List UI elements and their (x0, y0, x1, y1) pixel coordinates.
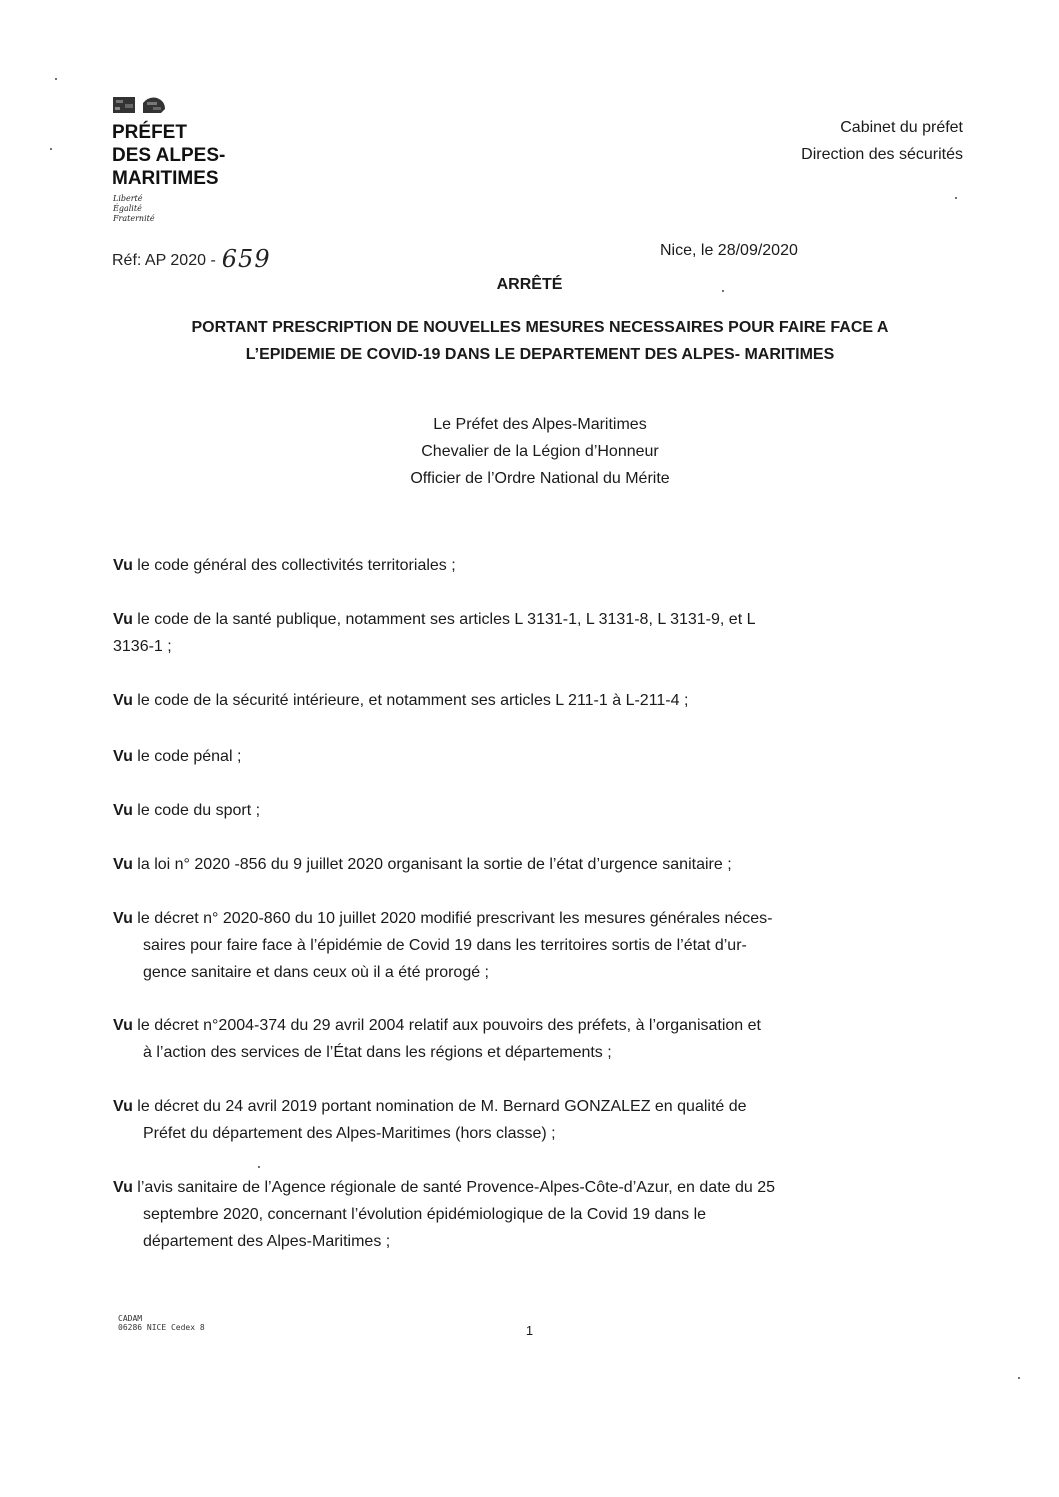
reference (112, 243, 271, 271)
visa-line (113, 552, 965, 579)
authority-line: Officier de l’Ordre National du Mérite (410, 470, 670, 487)
visa-text: la loi n° 2020 -856 du 9 juillet 2020 organisant la sortie de l’état d’urgence sanitaire ; (132, 856, 732, 873)
visa-text: le décret du 24 avril 2019 portant nomination de M. Bernard GONZALEZ en qualité de (132, 1098, 747, 1115)
reference-label: Réf: AP 2020 - (112, 252, 216, 269)
scan-speck (55, 78, 57, 80)
footer-line: 06286 NICE Cedex 8 (118, 1323, 205, 1332)
document-date: Nice, le 28/09/2020 (660, 242, 798, 259)
authority-block (120, 411, 960, 492)
visa-line (113, 797, 965, 824)
authority-line: Chevalier de la Légion d’Honneur (421, 443, 659, 460)
scan-speck (955, 197, 957, 199)
visa-item (113, 606, 965, 660)
visa-item (113, 851, 965, 878)
motto-line: Égalité (113, 204, 142, 213)
subject-line: L’EPIDEMIE DE COVID-19 DANS LE DEPARTEMENT DES ALPES- MARITIMES (245, 346, 835, 363)
prefecture-name-line: PRÉFET (112, 122, 187, 143)
visa-text: le décret n°2004-374 du 29 avril 2004 relatif aux pouvoirs des préfets, à l’organisation et (132, 1017, 761, 1034)
footer-line: CADAM (118, 1314, 143, 1323)
visa-continuation: saires pour faire face à l’épidémie de Covid 19 dans les territoires sortis de l’état d’ur- (143, 937, 747, 954)
visa-text: le code de la santé publique, notamment ses articles L 3131-1, L 3131-8, L 3131-9, et L (132, 611, 756, 628)
marianne-logo-icon (113, 95, 169, 115)
service-line: Direction des sécurités (801, 146, 963, 163)
vu-label: Vu (113, 692, 133, 709)
issuing-service (801, 114, 963, 168)
visa-line (113, 1012, 965, 1039)
visa-line (113, 743, 965, 770)
visa-item (113, 1174, 965, 1255)
visa-text: le code général des collectivités territoriales ; (132, 557, 456, 574)
visa-text: le code de la sécurité intérieure, et notamment ses articles L 211-1 à L-211-4 ; (132, 692, 689, 709)
visa-text: l’avis sanitaire de l’Agence régionale de santé Provence-Alpes-Côte-d’Azur, en date du 25 (132, 1179, 776, 1196)
document-subject (120, 314, 960, 368)
visa-continuation: gence sanitaire et dans ceux où il a été prorogé ; (143, 964, 489, 981)
visa-continuation: 3136-1 ; (113, 638, 172, 655)
scan-speck (1018, 1377, 1020, 1379)
visa-item (113, 905, 965, 986)
visa-line (113, 1093, 965, 1120)
vu-label: Vu (113, 802, 133, 819)
vu-label: Vu (113, 1098, 133, 1115)
visa-line (113, 851, 965, 878)
vu-label: Vu (113, 1017, 133, 1034)
visa-line (113, 606, 965, 633)
motto-line: Fraternité (113, 214, 155, 223)
visa-item (113, 552, 965, 579)
prefecture-name (112, 121, 225, 190)
scan-speck (722, 290, 724, 292)
scan-speck (50, 148, 52, 150)
visa-line (113, 687, 965, 714)
page-number: 1 (525, 1323, 534, 1338)
visa-item (113, 743, 965, 770)
visa-continuation: septembre 2020, concernant l’évolution épidémiologique de la Covid 19 dans le (143, 1206, 707, 1223)
subject-line: PORTANT PRESCRIPTION DE NOUVELLES MESURES NECESSAIRES POUR FAIRE FACE A (191, 319, 889, 336)
visa-line (113, 905, 965, 932)
scan-speck (258, 1166, 260, 1168)
vu-label: Vu (113, 1179, 133, 1196)
vu-label: Vu (113, 611, 133, 628)
visa-item (113, 797, 965, 824)
visa-continuation: Préfet du département des Alpes-Maritimes (hors classe) ; (143, 1125, 556, 1142)
visa-item (113, 1093, 965, 1147)
visa-text: le code du sport ; (132, 802, 261, 819)
motto-line: Liberté (113, 194, 143, 203)
visa-text: le décret n° 2020-860 du 10 juillet 2020 modifié prescrivant les mesures générales néces- (132, 910, 773, 927)
document-title: ARRÊTÉ (496, 276, 563, 293)
authority-line: Le Préfet des Alpes-Maritimes (433, 416, 647, 433)
prefecture-name-line: DES ALPES- (112, 145, 226, 166)
visa-item (113, 687, 965, 714)
vu-label: Vu (113, 748, 133, 765)
visa-item (113, 1012, 965, 1066)
visa-line (113, 1174, 965, 1201)
vu-label: Vu (113, 557, 133, 574)
prefecture-name-line: MARITIMES (112, 168, 219, 189)
vu-label: Vu (113, 910, 133, 927)
republic-motto (113, 194, 155, 224)
service-line: Cabinet du préfet (840, 119, 963, 136)
visa-continuation: à l’action des services de l’État dans les régions et départements ; (143, 1044, 612, 1061)
visa-continuation: département des Alpes-Maritimes ; (143, 1233, 391, 1250)
visa-text: le code pénal ; (132, 748, 242, 765)
reference-number: 659 (221, 245, 271, 273)
vu-label: Vu (113, 856, 133, 873)
